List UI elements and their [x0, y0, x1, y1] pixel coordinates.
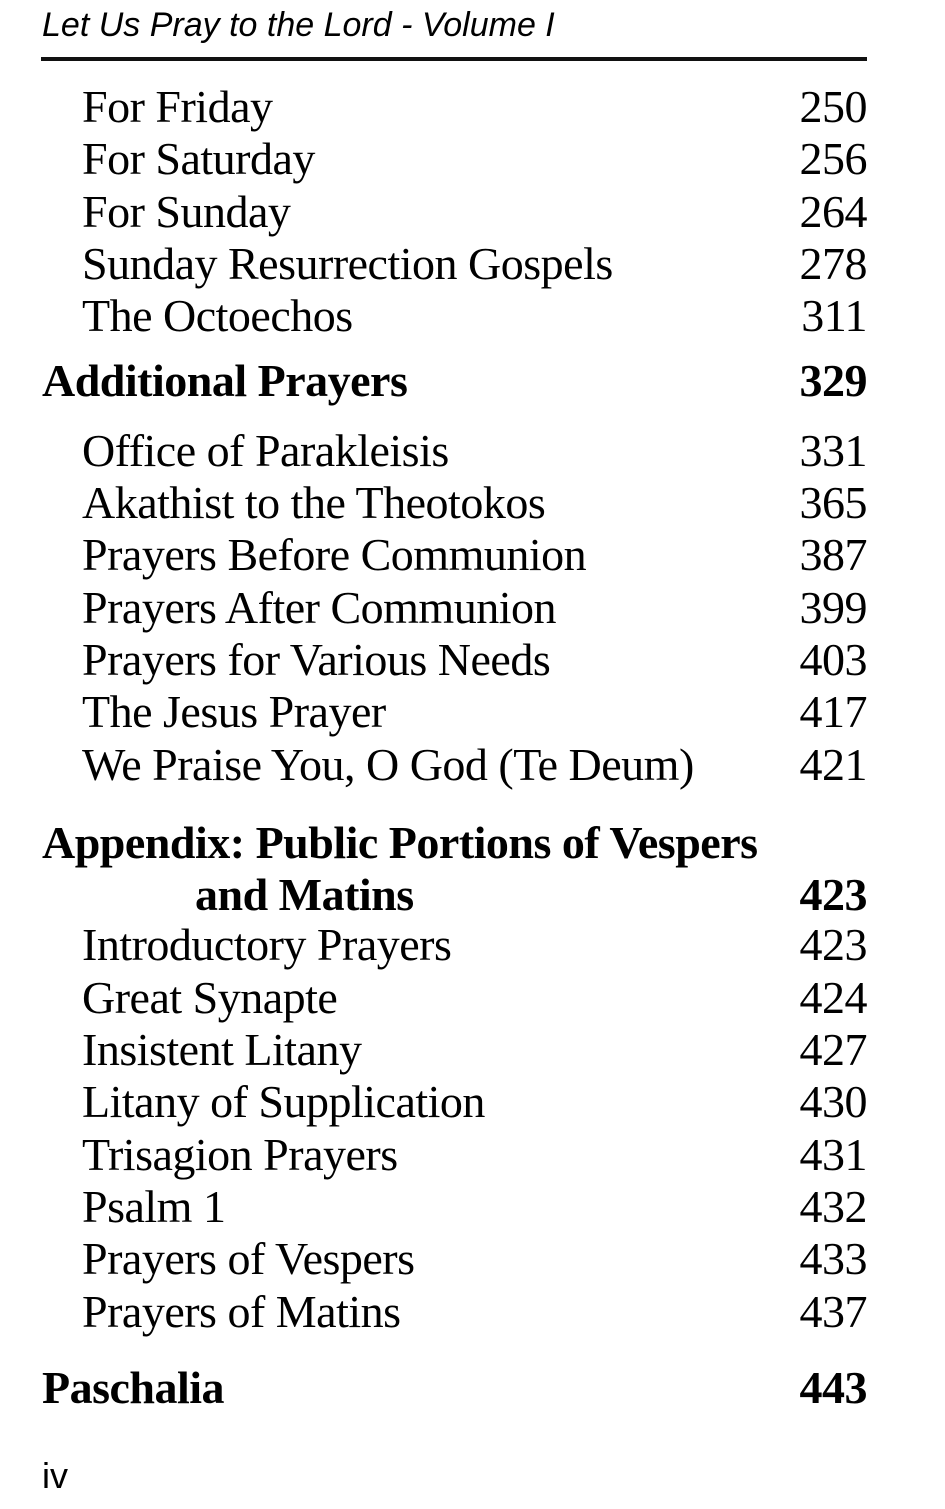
toc-page-number: 399: [799, 581, 867, 633]
toc-page-number: 432: [799, 1180, 867, 1232]
toc-page-number: 365: [799, 477, 867, 529]
toc-page-number: 329: [799, 355, 867, 407]
toc-entry-label: Great Synapte: [82, 971, 338, 1023]
toc-entry-label: Prayers After Communion: [82, 581, 556, 633]
toc-entry-label: Prayers of Vespers: [82, 1233, 415, 1285]
toc-entry-label: Appendix: Public Portions of Vespers: [42, 816, 758, 868]
page-number: iv: [42, 1455, 68, 1496]
toc-page-number: 427: [799, 1024, 867, 1076]
toc-row: [42, 186, 867, 238]
toc-row: [42, 1233, 867, 1285]
toc-entry-label: Introductory Prayers: [82, 919, 452, 971]
toc-row: [42, 919, 867, 971]
toc-entry-label: and Matins: [195, 869, 414, 921]
toc-entry-label: The Octoechos: [82, 290, 353, 342]
toc-entry-label: Paschalia: [42, 1361, 225, 1413]
toc-entry-label: We Praise You, O God (Te Deum): [82, 738, 694, 790]
toc-row: [42, 582, 867, 634]
toc-page-number: 417: [799, 686, 867, 738]
toc-entry-label: Prayers of Matins: [82, 1285, 401, 1337]
toc-page-number: 264: [799, 185, 867, 237]
toc-page-number: 331: [799, 424, 867, 476]
toc-entry-label: Prayers for Various Needs: [82, 633, 551, 685]
toc-entry-label: Additional Prayers: [42, 355, 408, 407]
toc-row: [42, 1181, 867, 1233]
toc-row: [42, 739, 867, 791]
header-rule: [41, 57, 867, 61]
toc-page-number: 387: [799, 529, 867, 581]
book-title: Let Us Pray to the Lord - Volume I: [42, 6, 555, 44]
toc-row: [42, 1024, 867, 1076]
toc-entry-label: For Saturday: [82, 133, 315, 185]
toc-row: [42, 1129, 867, 1181]
toc-list: [42, 81, 867, 1414]
toc-row: [42, 1076, 867, 1128]
toc-row: [42, 686, 867, 738]
toc-row: [42, 817, 867, 869]
toc-row: [42, 355, 867, 407]
toc-page-number: 431: [799, 1128, 867, 1180]
toc-page-number: 256: [799, 133, 867, 185]
toc-row: [42, 425, 867, 477]
toc-page-number: 443: [799, 1361, 867, 1413]
toc-entry-label: Office of Parakleisis: [82, 424, 449, 476]
toc-entry-label: For Sunday: [82, 185, 291, 237]
toc-row: [42, 634, 867, 686]
toc-page-number: 423: [799, 869, 867, 921]
toc-entry-label: Trisagion Prayers: [82, 1128, 398, 1180]
toc-row: [42, 290, 867, 342]
toc-entry-label: Akathist to the Theotokos: [82, 477, 546, 529]
toc-row: [42, 529, 867, 581]
toc-row: [42, 869, 867, 921]
toc-row: [42, 1362, 867, 1414]
toc-row: [42, 81, 867, 133]
toc-page-number: 421: [799, 738, 867, 790]
toc-page-number: 423: [799, 919, 867, 971]
toc-entry-label: Litany of Supplication: [82, 1076, 485, 1128]
toc-section-group: [42, 817, 867, 922]
toc-entry-label: Prayers Before Communion: [82, 529, 587, 581]
toc-page-number: 424: [799, 971, 867, 1023]
toc-page-number: 437: [799, 1285, 867, 1337]
toc-page-number: 311: [801, 290, 867, 342]
toc-row: [42, 133, 867, 185]
toc-page-number: 430: [799, 1076, 867, 1128]
toc-row: [42, 972, 867, 1024]
toc-row: [42, 477, 867, 529]
toc-entry-label: The Jesus Prayer: [82, 686, 386, 738]
toc-row: [42, 1286, 867, 1338]
toc-entry-label: Insistent Litany: [82, 1024, 362, 1076]
toc-entry-label: Sunday Resurrection Gospels: [82, 237, 613, 289]
toc-page-number: 250: [799, 81, 867, 132]
toc-entry-label: For Friday: [82, 81, 273, 132]
toc-page-number: 278: [799, 237, 867, 289]
toc-page-number: 403: [799, 633, 867, 685]
toc-page-number: 433: [799, 1233, 867, 1285]
toc-row: [42, 238, 867, 290]
toc-entry-label: Psalm 1: [82, 1180, 226, 1232]
